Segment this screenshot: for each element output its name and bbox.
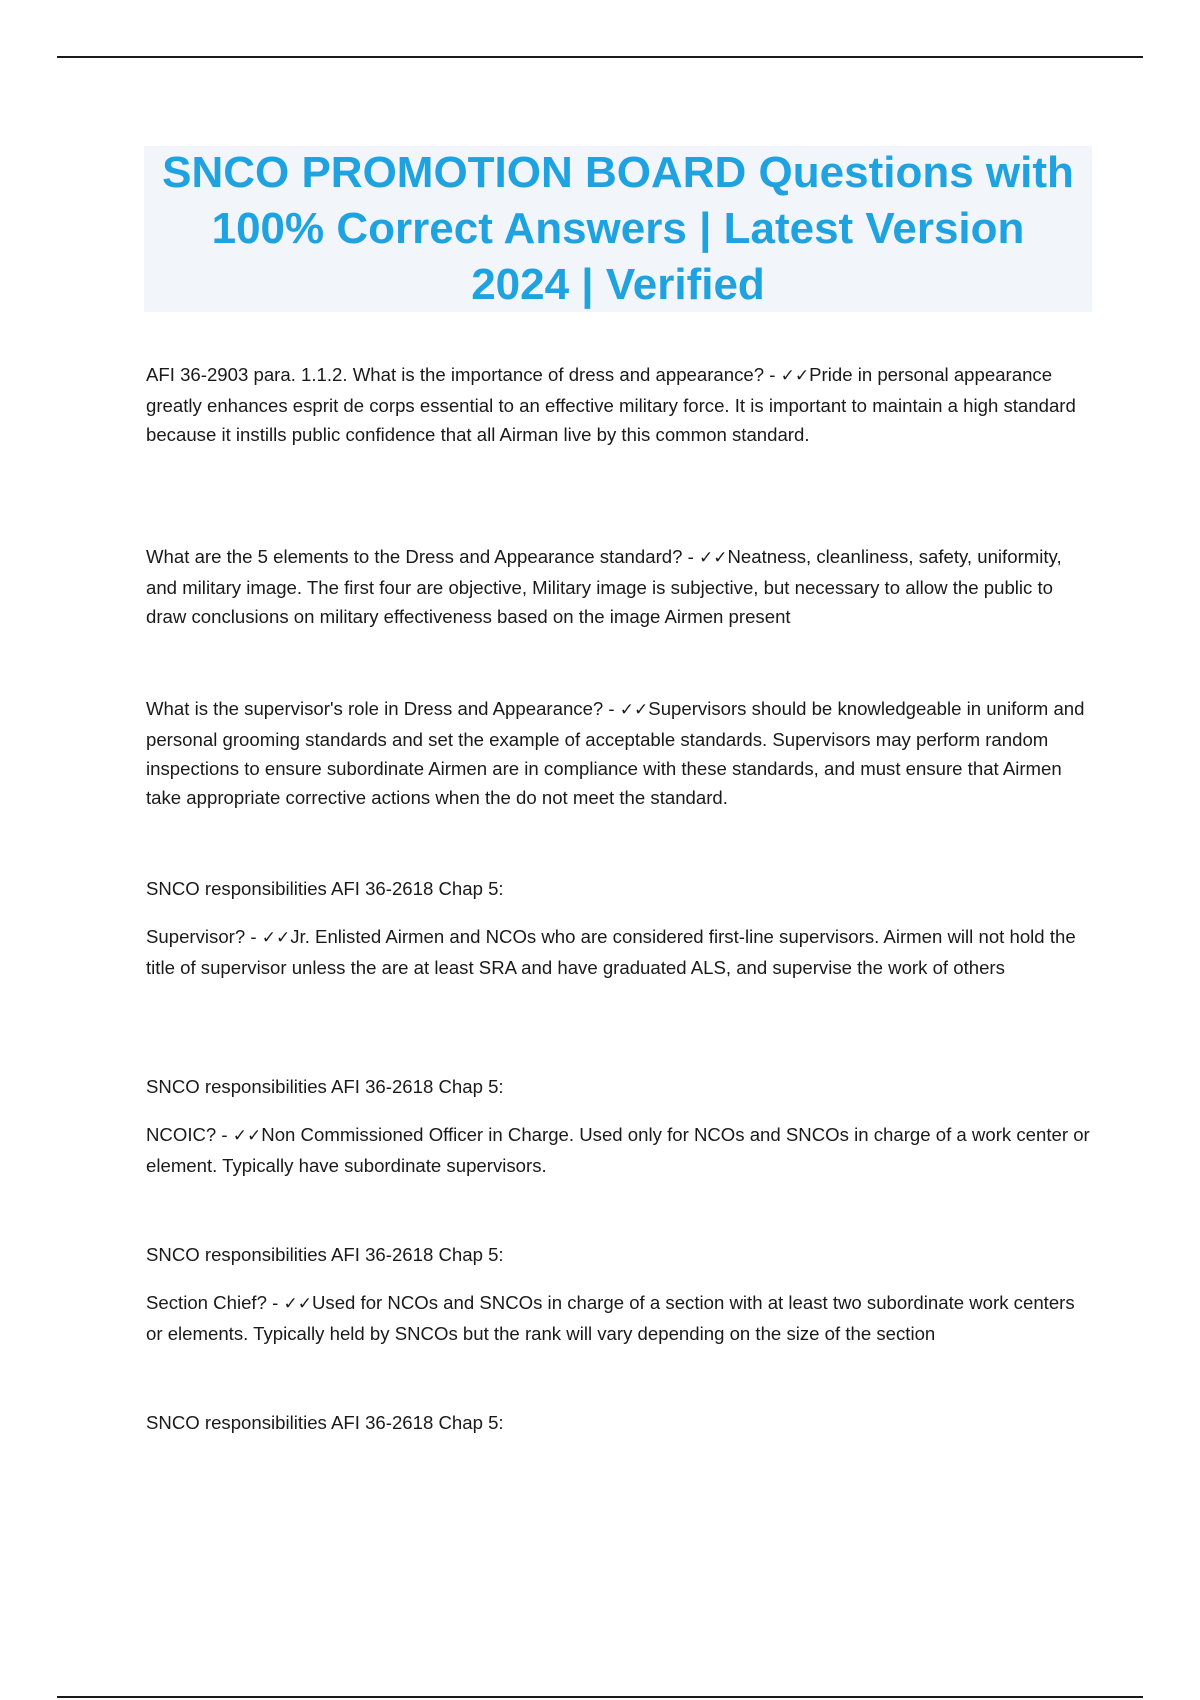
answer-text: Non Commissioned Officer in Charge. Used only for NCOs and SNCOs in charge of a work center or element. Typically have subordinate supervisors.: [146, 1124, 1090, 1176]
bottom-rule: [57, 1696, 1143, 1698]
document-title: SNCO PROMOTION BOARD Questions with 100% Correct Answers | Latest Version 2024 | Verified: [162, 148, 1074, 309]
top-rule: [57, 56, 1143, 58]
section-heading: SNCO responsibilities AFI 36-2618 Chap 5:: [146, 1412, 504, 1433]
question-text: Supervisor? -: [146, 926, 262, 947]
section-heading: SNCO responsibilities AFI 36-2618 Chap 5:: [146, 1244, 504, 1265]
qa-entry: [146, 360, 1092, 449]
check-marks-icon: ✓✓: [232, 1126, 262, 1146]
question-text: NCOIC? -: [146, 1124, 233, 1145]
qa-entry: [146, 1288, 1092, 1348]
answer-text: Supervisors should be knowledgeable in uniform and personal grooming standards and set the example of acceptable standards. Supervisors may perform random inspections to ensure subordinate Airmen are in compliance with these standards, and must ensure that Airmen take appropriate corrective actions when the do not meet the standard.: [146, 698, 1085, 808]
check-marks-icon: ✓✓: [619, 700, 649, 720]
check-marks-icon: ✓✓: [780, 366, 810, 386]
qa-entry: [146, 694, 1092, 812]
section-heading: SNCO responsibilities AFI 36-2618 Chap 5:: [146, 878, 504, 899]
answer-text: Used for NCOs and SNCOs in charge of a section with at least two subordinate work centers or elements. Typically held by SNCOs but the rank will vary depending on the size of the section: [146, 1292, 1075, 1344]
answer-text: Neatness, cleanliness, safety, uniformity, and military image. The first four are objective, Military image is subjective, but necessary to allow the public to draw conclusions on military effectiveness based on the image Airmen present: [146, 546, 1062, 627]
answer-text: Pride in personal appearance greatly enhances esprit de corps essential to an effective military force. It is important to maintain a high standard because it instills public confidence that all Airman live by this common standard.: [146, 364, 1076, 445]
qa-entry: [146, 922, 1092, 982]
check-marks-icon: ✓✓: [698, 548, 728, 568]
qa-entry: [146, 542, 1092, 631]
question-text: What is the supervisor's role in Dress and Appearance? -: [146, 698, 620, 719]
check-marks-icon: ✓✓: [261, 928, 291, 948]
question-text: AFI 36-2903 para. 1.1.2. What is the importance of dress and appearance? -: [146, 364, 781, 385]
answer-text: Jr. Enlisted Airmen and NCOs who are considered first-line supervisors. Airmen will not hold the title of supervisor unless the are at least SRA and have graduated ALS, and supervise the work of others: [146, 926, 1076, 978]
question-text: Section Chief? -: [146, 1292, 284, 1313]
title-banner: [144, 146, 1092, 312]
question-text: What are the 5 elements to the Dress and Appearance standard? -: [146, 546, 699, 567]
section-heading: SNCO responsibilities AFI 36-2618 Chap 5:: [146, 1076, 504, 1097]
qa-entry: [146, 1120, 1092, 1180]
check-marks-icon: ✓✓: [283, 1294, 312, 1314]
